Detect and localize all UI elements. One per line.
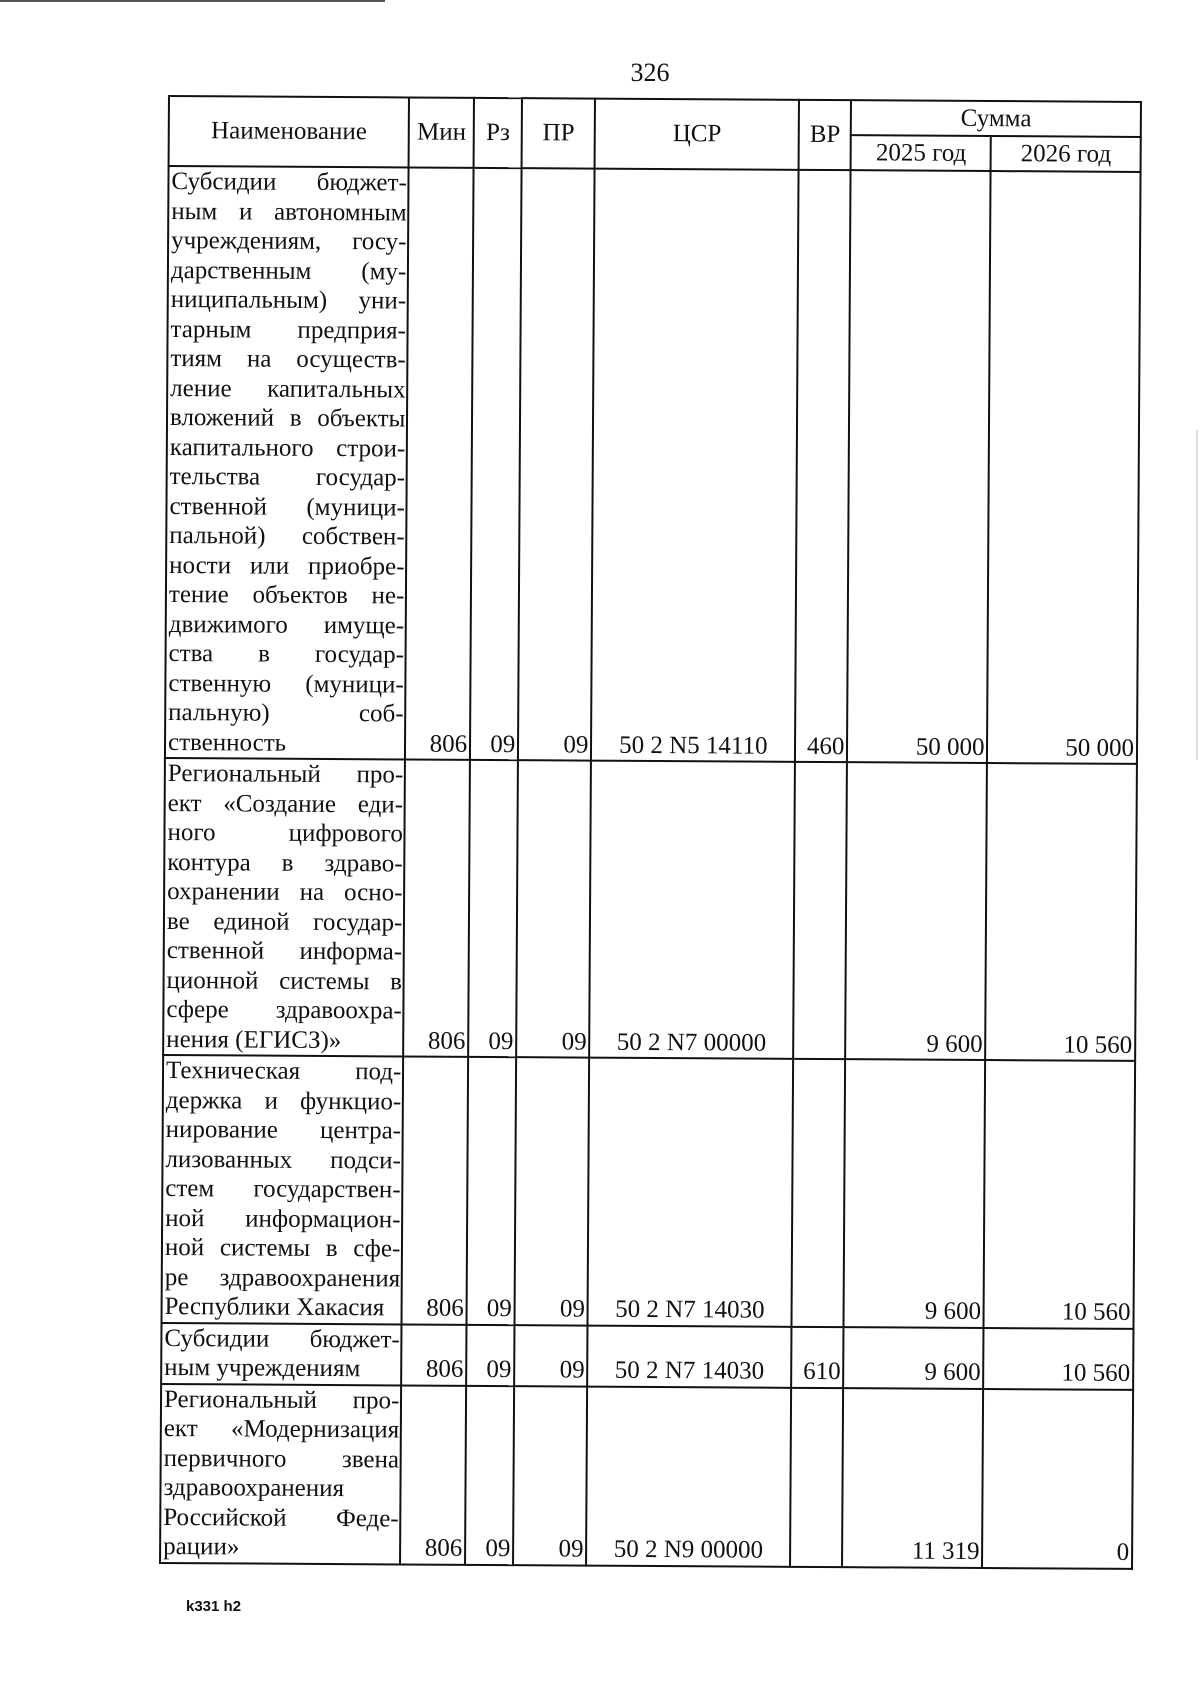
- cell-sum-2025: 9 600: [846, 762, 988, 1060]
- cell-sum-2025: 9 600: [844, 1327, 984, 1389]
- name-line: ственной (муници-: [169, 492, 405, 521]
- cell-rz: 09: [467, 1057, 517, 1325]
- name-line: тиям на осуществ-: [170, 345, 406, 374]
- cell-vr: [793, 762, 847, 1059]
- cell-vr: [792, 1059, 846, 1327]
- name-line: Региональный про-: [163, 1385, 400, 1414]
- name-line: ства в государ-: [168, 640, 405, 669]
- name-line: ственность: [167, 728, 287, 757]
- cell-csr: 50 2 N9 00000: [586, 1386, 791, 1566]
- name-line: ной информацион-: [165, 1204, 401, 1233]
- name-line: ект «Создание еди-: [167, 789, 404, 818]
- name-line: ным и автономным: [171, 197, 407, 226]
- name-line: сфере здравоохра-: [166, 996, 402, 1025]
- name-line: учреждениям, госу-: [171, 227, 407, 256]
- cell-pr: 09: [513, 1386, 587, 1565]
- name-line: стем государствен-: [165, 1175, 401, 1204]
- header-rz: Рз: [474, 98, 522, 168]
- scan-edge-mark: [0, 0, 385, 2]
- cell-min: 806: [400, 1385, 466, 1564]
- cell-min: 806: [404, 759, 471, 1056]
- name-line: вложений в объекты: [169, 404, 406, 433]
- name-line: Российской Феде-: [163, 1503, 399, 1532]
- name-line: ре здравоохранения: [164, 1263, 401, 1292]
- cell-sum-2026: 10 560: [984, 1328, 1134, 1390]
- header-sum: Сумма: [851, 100, 1141, 137]
- name-line: движимого имуще-: [168, 610, 405, 639]
- table-row: [160, 1383, 1133, 1568]
- name-line: рации»: [163, 1532, 240, 1561]
- name-line: Субсидии бюджет-: [171, 168, 407, 197]
- cell-pr: 09: [514, 1325, 588, 1386]
- header-year-2026: 2026 год: [991, 136, 1141, 172]
- cell-csr: 50 2 N7 14030: [588, 1058, 793, 1327]
- cell-vr: 610: [791, 1326, 844, 1387]
- name-line: Республики Хакасия: [164, 1293, 385, 1322]
- header-min: Мин: [409, 97, 474, 167]
- name-line: ным учреждениям: [164, 1354, 361, 1383]
- cell-csr: 50 2 N7 00000: [590, 761, 796, 1059]
- cell-vr: [790, 1387, 843, 1566]
- name-line: охранении на осно-: [167, 878, 403, 907]
- table-row: [165, 166, 1141, 764]
- table-body: [160, 166, 1141, 1568]
- cell-name: [162, 1055, 404, 1324]
- name-line: ной системы в сфе-: [164, 1234, 401, 1263]
- cell-name: [163, 758, 405, 1056]
- name-line: Региональный про-: [167, 760, 404, 789]
- name-line: ционной системы в: [166, 966, 403, 995]
- cell-name: [161, 1322, 402, 1384]
- footer-code: k331 h2: [186, 1598, 242, 1615]
- name-line: первичного звена: [163, 1444, 400, 1473]
- cell-sum-2026: 50 000: [987, 171, 1140, 764]
- name-line: ственную (муници-: [168, 669, 404, 698]
- cell-rz: 09: [466, 1324, 514, 1385]
- cell-rz: 09: [465, 1385, 514, 1564]
- cell-sum-2025: 11 319: [842, 1388, 983, 1568]
- name-line: ве единой государ-: [166, 907, 403, 936]
- header-vr: ВР: [799, 100, 852, 170]
- cell-vr: 460: [795, 170, 851, 762]
- cell-pr: 09: [515, 1057, 590, 1325]
- name-line: нения (ЕГИСЗ)»: [166, 1025, 342, 1054]
- name-line: тарным предприя-: [170, 315, 407, 344]
- cell-name: [165, 166, 409, 759]
- name-line: ект «Модернизация: [163, 1414, 400, 1444]
- name-line: капитального строи-: [169, 433, 406, 462]
- cell-sum-2026: 10 560: [984, 1060, 1135, 1328]
- cell-pr: 09: [516, 760, 591, 1057]
- header-pr: ПР: [522, 98, 596, 168]
- cell-sum-2026: 10 560: [986, 763, 1137, 1061]
- cell-rz: 09: [468, 760, 518, 1057]
- table-row: [162, 1055, 1136, 1328]
- name-line: Техническая под-: [165, 1057, 402, 1086]
- name-line: пальную) соб-: [168, 699, 404, 728]
- cell-name: [160, 1383, 401, 1563]
- name-line: ниципальным) уни-: [170, 286, 407, 315]
- header-csr: ЦСР: [595, 99, 799, 170]
- name-line: держка и функцио-: [165, 1086, 402, 1115]
- name-line: Субсидии бюджет-: [164, 1324, 400, 1353]
- name-line: здравоохранения: [163, 1473, 345, 1503]
- name-line: дарственным (му-: [170, 256, 407, 285]
- name-line: ление капитальных: [170, 374, 406, 403]
- cell-csr: 50 2 N7 14030: [588, 1325, 792, 1387]
- header-year-2025: 2025 год: [851, 135, 991, 171]
- cell-pr: 09: [518, 168, 595, 760]
- table-row: [163, 758, 1137, 1061]
- cell-csr: 50 2 N5 14110: [591, 169, 798, 762]
- name-line: ности или приобре-: [169, 551, 405, 580]
- name-line: пальной) собствен-: [169, 522, 405, 551]
- header-name: Наименование: [169, 96, 410, 167]
- name-line: лизованных подси-: [165, 1145, 401, 1174]
- cell-sum-2026: 0: [983, 1389, 1134, 1569]
- budget-table: [159, 95, 1142, 1569]
- name-line: ственной информа-: [166, 937, 403, 966]
- name-line: ного цифрового: [167, 819, 403, 848]
- cell-sum-2025: 50 000: [847, 170, 991, 763]
- cell-min: 806: [405, 167, 473, 759]
- name-line: тельства государ-: [169, 463, 406, 492]
- table-row: [161, 1322, 1133, 1389]
- page-number: 326: [630, 58, 670, 87]
- cell-min: 806: [401, 1324, 466, 1385]
- name-line: тение объектов не-: [168, 581, 405, 610]
- name-line: контура в здраво-: [167, 848, 403, 877]
- cell-rz: 09: [470, 168, 522, 760]
- cell-sum-2025: 9 600: [844, 1059, 986, 1327]
- cell-min: 806: [402, 1056, 468, 1324]
- scan-edge-mark: [1196, 430, 1198, 760]
- name-line: нирование центра-: [165, 1116, 402, 1145]
